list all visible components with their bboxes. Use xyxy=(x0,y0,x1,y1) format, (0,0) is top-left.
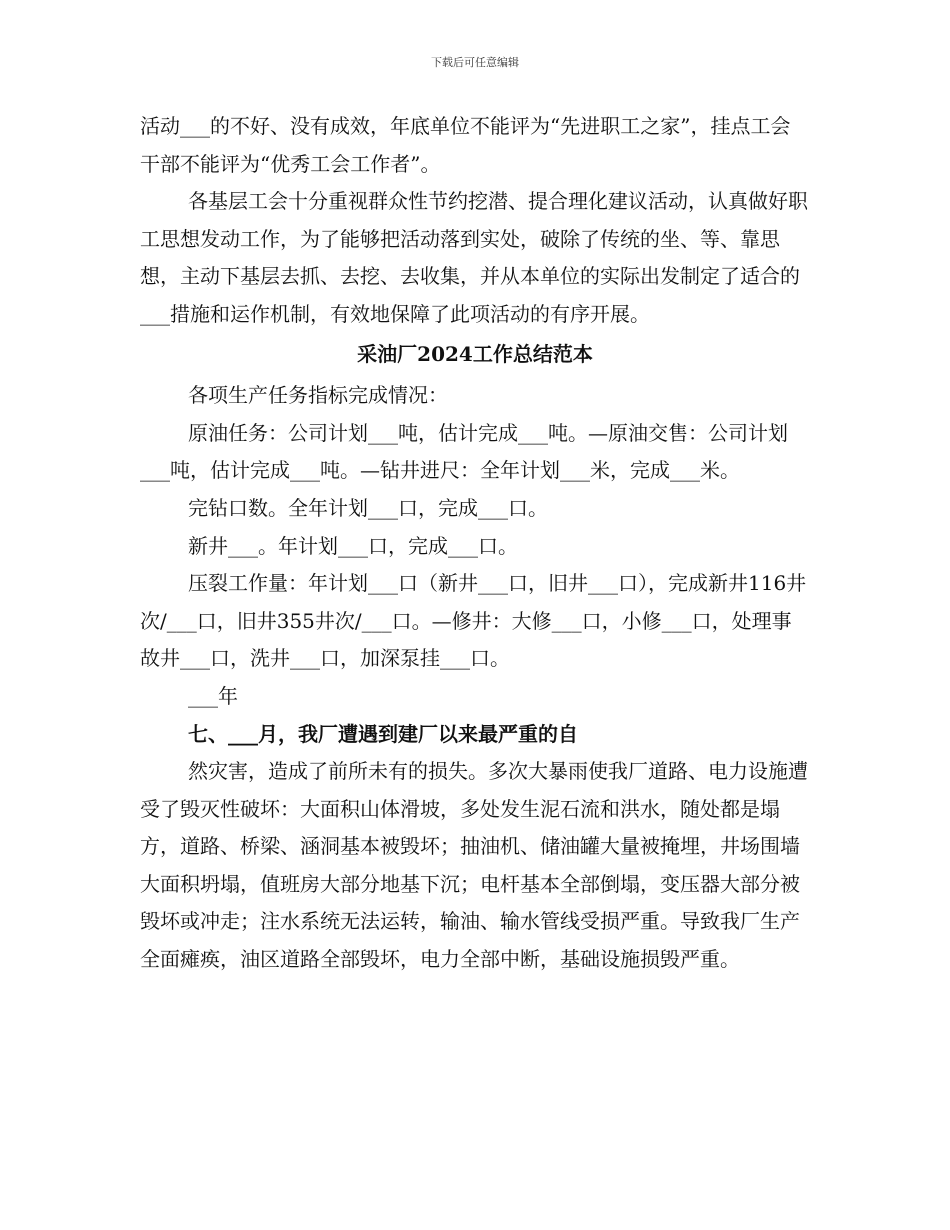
document-body xyxy=(140,108,810,979)
paragraph-4: 原油任务：公司计划___吨，估计完成___吨。—原油交售：公司计划___吨，估计完成___吨。—钻井进尺：全年计划___米，完成___米。 xyxy=(140,420,788,483)
paragraph-1: 活动___的不好、没有成效，年底单位不能评为“先进职工之家”，挂点工会干部不能评为“优秀工会工作者”。 xyxy=(140,114,791,176)
paragraph-6: 新井___。年计划___口，完成___口。 xyxy=(188,533,518,558)
paragraph-5: 完钻口数。全年计划___口，完成___口。 xyxy=(188,495,548,520)
paragraph-10: 然灾害，造成了前所未有的损失。多次大暴雨使我厂道路、电力设施遭受了毁灭性破坏：大面积山体滑坡，多处发生泥石流和洪水，随处都是塌方，道路、桥梁、涵洞基本被毁坏；抽油机、储油罐大量被掩埋，井场围墙大面积坍塌，值班房大部分地基下沉；电杆基本全部倒塌，变压器大部分被毁坏或冲走；注水系统无法运转，输油、输水管线受损严重。导致我厂生产全面瘫痪，油区道路全部毁坏，电力全部中断，基础设施损毁严重。 xyxy=(140,759,808,972)
paragraph-3: 各项生产任务指标完成情况： xyxy=(188,383,448,408)
page-header: 下载后可任意编辑 xyxy=(431,56,519,69)
paragraph-2: 各基层工会十分重视群众性节约挖潜、提合理化建议活动，认真做好职工思想发动工作，为了能够把活动落到实处，破除了传统的坐、等、靠思想，主动下基层去抓、去挖、去收集，并从本单位的实际出发制定了适合的___措施和运作机制，有效地保障了此项活动的有序开展。 xyxy=(140,189,808,326)
section-title: 采油厂2024工作总结范本 xyxy=(357,341,593,366)
paragraph-8: ___年 xyxy=(188,683,238,708)
paragraph-7: 压裂工作量：年计划___口（新井___口，旧井___口），完成新井116井次/___口，旧井355井次/___口。—修井：大修___口，小修___口，处理事故井___口，洗井___口，加深泵挂___口。 xyxy=(140,571,807,671)
paragraph-9-heading: 七、___月，我厂遭遇到建厂以来最严重的自 xyxy=(188,721,578,746)
